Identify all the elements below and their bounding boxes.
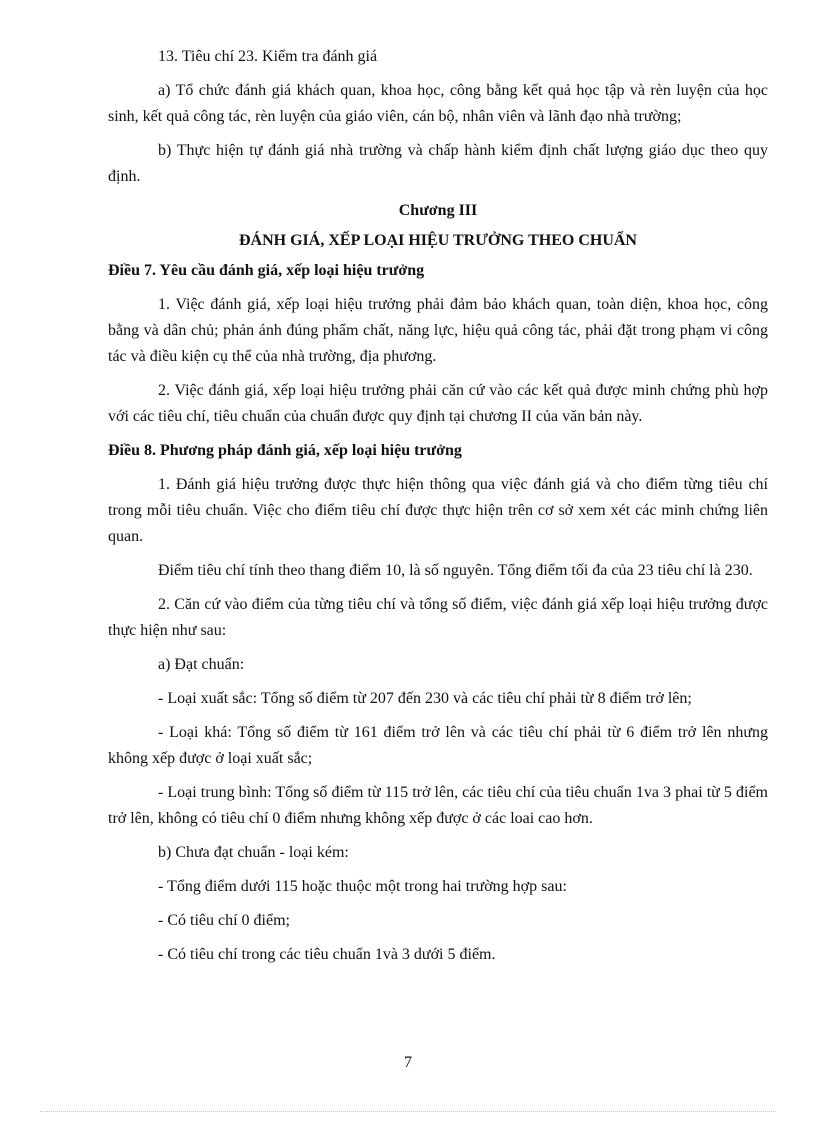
article-7-heading: Điều 7. Yêu cầu đánh giá, xếp loại hiệu trưởng [108, 262, 425, 279]
standard-met-label: a) Đạt chuẩn: [158, 656, 245, 673]
page-number: 7 [404, 1054, 412, 1071]
document-page [108, 44, 768, 976]
criterion-23-item-b: b) Thực hiện tự đánh giá nhà trường và chấp hành kiểm định chất lượng giáo dục theo quy định. [108, 142, 768, 185]
list-item: - Có tiêu chí 0 điểm; [158, 912, 290, 929]
article-8-paragraph-1: 1. Đánh giá hiệu trưởng được thực hiện thông qua việc đánh giá và cho điểm từng tiêu chí trong mỗi tiêu chuẩn. Việc cho điểm tiêu chí được thực hiện trên cơ sở xem xét các minh chứng liên quan. [108, 476, 768, 545]
list-item: - Tổng điểm dưới 115 hoặc thuộc một trong hai trường hợp sau: [158, 878, 567, 895]
list-item: - Loại xuất sắc: Tổng số điểm từ 207 đến 230 và các tiêu chí phải từ 8 điểm trở lên; [158, 690, 692, 707]
list-item: - Loại trung bình: Tổng số điểm từ 115 trở lên, các tiêu chí của tiêu chuẩn 1va 3 phai từ 5 điểm trở lên, không có tiêu chí 0 điểm nhưng không xếp được ở các loai cao hơn. [108, 784, 768, 827]
article-8-paragraph-2: Điểm tiêu chí tính theo thang điểm 10, là số nguyên. Tổng điểm tối đa của 23 tiêu chí là 230. [158, 562, 753, 579]
article-8-paragraph-3: 2. Căn cứ vào điểm của từng tiêu chí và tổng số điểm, việc đánh giá xếp loại hiệu trưởng được thực hiện như sau: [108, 596, 768, 639]
standard-not-met-label: b) Chưa đạt chuẩn - loại kém: [158, 844, 349, 861]
article-7-paragraph-2: 2. Việc đánh giá, xếp loại hiệu trưởng phải căn cứ vào các kết quả được minh chứng phù hợp với các tiêu chí, tiêu chuẩn của chuẩn được quy định tại chương II của văn bản này. [108, 382, 768, 425]
page-bottom-divider [40, 1111, 776, 1112]
criterion-23-item-a: a) Tổ chức đánh giá khách quan, khoa học, công bằng kết quả học tập và rèn luyện của học sinh, kết quả công tác, rèn luyện của giáo viên, cán bộ, nhân viên và lãnh đạo nhà trường; [108, 82, 768, 125]
article-8-heading: Điều 8. Phương pháp đánh giá, xếp loại hiệu trưởng [108, 442, 462, 459]
list-item: - Loại khá: Tổng số điểm từ 161 điểm trở lên và các tiêu chí phải từ 6 điểm trở lên nhưng không xếp được ở loại xuất sắc; [108, 724, 768, 767]
chapter-title: ĐÁNH GIÁ, XẾP LOẠI HIỆU TRƯỞNG THEO CHUẨN [239, 232, 637, 249]
article-7-paragraph-1: 1. Việc đánh giá, xếp loại hiệu trưởng phải đảm bảo khách quan, toàn diện, khoa học, công bằng và dân chủ; phản ánh đúng phẩm chất, năng lực, hiệu quả công tác, phải đặt trong phạm vi công tác và điều kiện cụ thể của nhà trường, địa phương. [108, 296, 768, 365]
list-item: - Có tiêu chí trong các tiêu chuẩn 1và 3 dưới 5 điểm. [158, 946, 496, 963]
chapter-label: Chương III [398, 202, 478, 219]
criterion-23-title: 13. Tiêu chí 23. Kiểm tra đánh giá [158, 48, 378, 65]
